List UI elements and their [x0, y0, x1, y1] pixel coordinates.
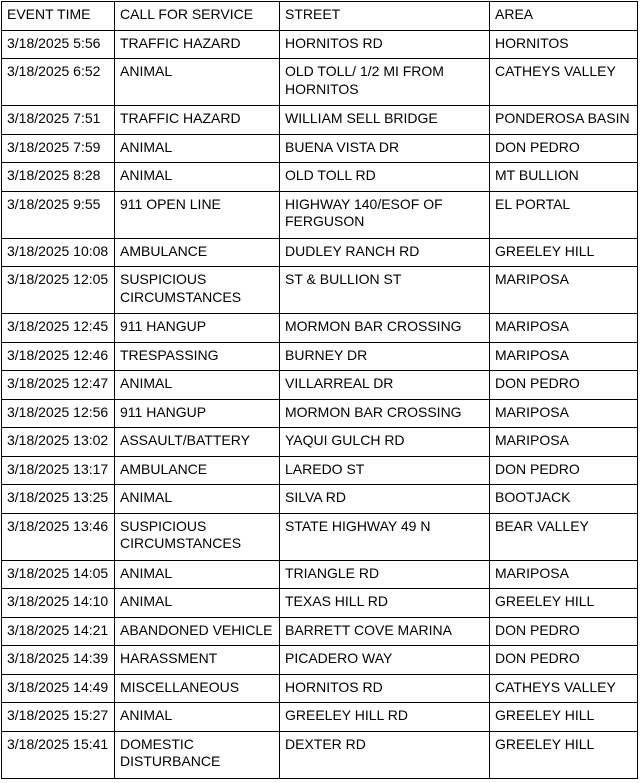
street-cell: MORMON BAR CROSSING — [280, 314, 490, 343]
table-row — [2, 30, 638, 59]
event-time-cell: 3/18/2025 14:49 — [2, 674, 115, 703]
event-time-cell: 3/18/2025 12:56 — [2, 399, 115, 428]
table-row — [2, 342, 638, 371]
call-type-cell: ANIMAL — [115, 371, 280, 400]
event-time-cell: 3/18/2025 5:56 — [2, 30, 115, 59]
area-cell: DON PEDRO — [490, 456, 638, 485]
event-time-cell: 3/18/2025 15:27 — [2, 703, 115, 732]
event-time-cell: 3/18/2025 12:05 — [2, 267, 115, 314]
table-row — [2, 646, 638, 675]
call-type-cell: TRAFFIC HAZARD — [115, 30, 280, 59]
call-type-cell: ANIMAL — [115, 134, 280, 163]
table-row — [2, 134, 638, 163]
call-type-cell: ANIMAL — [115, 59, 280, 106]
area-cell: MARIPOSA — [490, 428, 638, 457]
event-time-cell: 3/18/2025 6:52 — [2, 59, 115, 106]
call-type-cell: SUSPICIOUS CIRCUMSTANCES — [115, 267, 280, 314]
table-row — [2, 456, 638, 485]
call-type-cell: ANIMAL — [115, 560, 280, 589]
street-cell: BARRETT COVE MARINA — [280, 617, 490, 646]
street-cell: STATE HIGHWAY 49 N — [280, 513, 490, 560]
table-row — [2, 589, 638, 618]
street-cell: OLD TOLL/ 1/2 MI FROM HORNITOS — [280, 59, 490, 106]
table-row — [2, 428, 638, 457]
area-cell: MARIPOSA — [490, 342, 638, 371]
table-row — [2, 106, 638, 135]
call-type-cell: AMBULANCE — [115, 238, 280, 267]
area-cell: MT BULLION — [490, 163, 638, 192]
calls-for-service-table — [1, 1, 638, 779]
area-cell: DON PEDRO — [490, 646, 638, 675]
header-street: STREET — [280, 2, 490, 31]
table-row — [2, 314, 638, 343]
table-row — [2, 371, 638, 400]
area-cell: MARIPOSA — [490, 399, 638, 428]
street-cell: DUDLEY RANCH RD — [280, 238, 490, 267]
table-row — [2, 703, 638, 732]
header-call-for-service: CALL FOR SERVICE — [115, 2, 280, 31]
event-time-cell: 3/18/2025 8:28 — [2, 163, 115, 192]
call-type-cell: DOMESTIC DISTURBANCE — [115, 731, 280, 778]
table-row — [2, 731, 638, 778]
street-cell: VILLARREAL DR — [280, 371, 490, 400]
area-cell: GREELEY HILL — [490, 589, 638, 618]
event-time-cell: 3/18/2025 13:46 — [2, 513, 115, 560]
call-type-cell: TRESPASSING — [115, 342, 280, 371]
table-row — [2, 399, 638, 428]
event-time-cell: 3/18/2025 15:41 — [2, 731, 115, 778]
street-cell: YAQUI GULCH RD — [280, 428, 490, 457]
table-row — [2, 267, 638, 314]
street-cell: MORMON BAR CROSSING — [280, 399, 490, 428]
street-cell: TRIANGLE RD — [280, 560, 490, 589]
street-cell: HIGHWAY 140/ESOF OF FERGUSON — [280, 191, 490, 238]
area-cell: DON PEDRO — [490, 371, 638, 400]
area-cell: DON PEDRO — [490, 617, 638, 646]
table-row — [2, 163, 638, 192]
call-type-cell: 911 HANGUP — [115, 399, 280, 428]
event-time-cell: 3/18/2025 12:47 — [2, 371, 115, 400]
area-cell: BOOTJACK — [490, 485, 638, 514]
event-time-cell: 3/18/2025 7:51 — [2, 106, 115, 135]
area-cell: GREELEY HILL — [490, 238, 638, 267]
call-type-cell: TRAFFIC HAZARD — [115, 106, 280, 135]
street-cell: BUENA VISTA DR — [280, 134, 490, 163]
street-cell: HORNITOS RD — [280, 30, 490, 59]
call-type-cell: 911 OPEN LINE — [115, 191, 280, 238]
call-type-cell: ANIMAL — [115, 163, 280, 192]
event-time-cell: 3/18/2025 12:45 — [2, 314, 115, 343]
table-row — [2, 191, 638, 238]
event-time-cell: 3/18/2025 10:08 — [2, 238, 115, 267]
area-cell: GREELEY HILL — [490, 703, 638, 732]
call-type-cell: ANIMAL — [115, 485, 280, 514]
call-type-cell: 911 HANGUP — [115, 314, 280, 343]
street-cell: BURNEY DR — [280, 342, 490, 371]
call-type-cell: SUSPICIOUS CIRCUMSTANCES — [115, 513, 280, 560]
call-type-cell: ABANDONED VEHICLE — [115, 617, 280, 646]
call-type-cell: ANIMAL — [115, 589, 280, 618]
call-type-cell: AMBULANCE — [115, 456, 280, 485]
street-cell: DEXTER RD — [280, 731, 490, 778]
call-type-cell: HARASSMENT — [115, 646, 280, 675]
area-cell: MARIPOSA — [490, 560, 638, 589]
area-cell: GREELEY HILL — [490, 731, 638, 778]
header-area: AREA — [490, 2, 638, 31]
event-time-cell: 3/18/2025 14:05 — [2, 560, 115, 589]
table-row — [2, 560, 638, 589]
street-cell: TEXAS HILL RD — [280, 589, 490, 618]
table-row — [2, 674, 638, 703]
area-cell: EL PORTAL — [490, 191, 638, 238]
street-cell: ST & BULLION ST — [280, 267, 490, 314]
table-row — [2, 238, 638, 267]
event-time-cell: 3/18/2025 13:25 — [2, 485, 115, 514]
area-cell: CATHEYS VALLEY — [490, 59, 638, 106]
street-cell: OLD TOLL RD — [280, 163, 490, 192]
event-time-cell: 3/18/2025 14:39 — [2, 646, 115, 675]
street-cell: LAREDO ST — [280, 456, 490, 485]
street-cell: HORNITOS RD — [280, 674, 490, 703]
table-header-row — [2, 2, 638, 31]
area-cell: PONDEROSA BASIN — [490, 106, 638, 135]
event-time-cell: 3/18/2025 14:21 — [2, 617, 115, 646]
street-cell: PICADERO WAY — [280, 646, 490, 675]
event-time-cell: 3/18/2025 9:55 — [2, 191, 115, 238]
event-time-cell: 3/18/2025 13:02 — [2, 428, 115, 457]
table-row — [2, 513, 638, 560]
table-body — [2, 30, 638, 778]
area-cell: MARIPOSA — [490, 314, 638, 343]
table-row — [2, 485, 638, 514]
event-time-cell: 3/18/2025 7:59 — [2, 134, 115, 163]
area-cell: BEAR VALLEY — [490, 513, 638, 560]
call-type-cell: ASSAULT/BATTERY — [115, 428, 280, 457]
call-type-cell: MISCELLANEOUS — [115, 674, 280, 703]
street-cell: GREELEY HILL RD — [280, 703, 490, 732]
street-cell: WILLIAM SELL BRIDGE — [280, 106, 490, 135]
call-type-cell: ANIMAL — [115, 703, 280, 732]
area-cell: CATHEYS VALLEY — [490, 674, 638, 703]
event-time-cell: 3/18/2025 14:10 — [2, 589, 115, 618]
table-row — [2, 617, 638, 646]
area-cell: HORNITOS — [490, 30, 638, 59]
table-row — [2, 59, 638, 106]
street-cell: SILVA RD — [280, 485, 490, 514]
event-time-cell: 3/18/2025 12:46 — [2, 342, 115, 371]
event-time-cell: 3/18/2025 13:17 — [2, 456, 115, 485]
header-event-time: EVENT TIME — [2, 2, 115, 31]
area-cell: MARIPOSA — [490, 267, 638, 314]
area-cell: DON PEDRO — [490, 134, 638, 163]
